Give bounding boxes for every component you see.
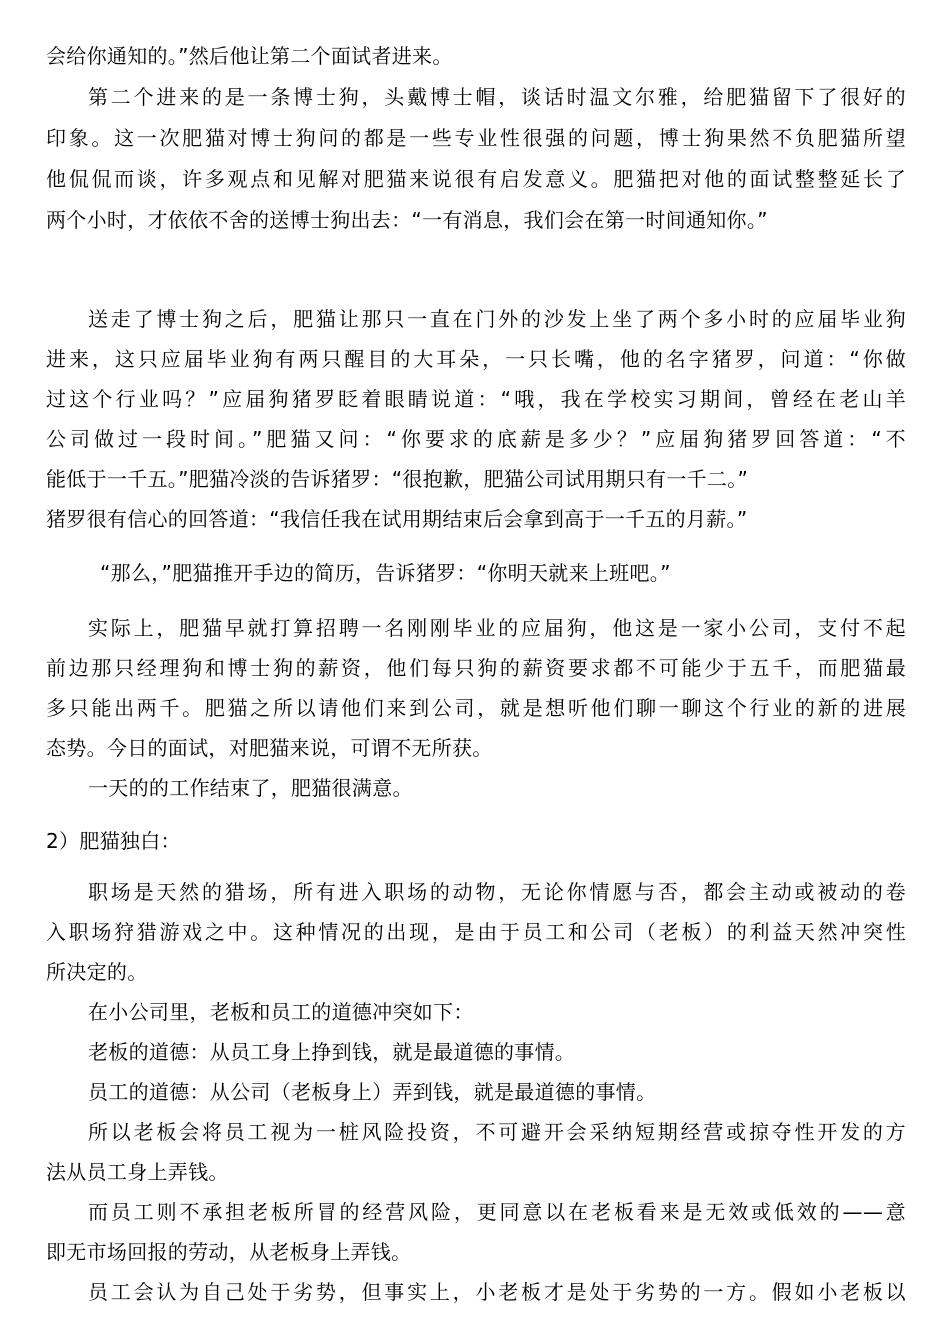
text-line: 在小公司里，老板和员工的道德冲突如下： bbox=[88, 1000, 474, 1024]
text-line: 两个小时，才依依不舍的送博士狗出去：“一有消息，我们会在第一时间通知你。” bbox=[46, 208, 768, 232]
text-line: 第二个进来的是一条博士狗，头戴博士帽，谈话时温文尔雅，给肥猫留下了很好的 bbox=[88, 85, 906, 109]
text-line: 公司做过一段时间。”肥猫又问：“你要求的底薪是多少？”应届狗猪罗回答道：“不 bbox=[46, 427, 906, 451]
section-heading: 2）肥猫独白： bbox=[46, 829, 181, 853]
text-line: 过这个行业吗？”应届狗猪罗眨着眼睛说道：“哦，我在学校实习期间，曾经在老山羊 bbox=[46, 387, 906, 411]
text-line: “那么，”肥猫推开手边的简历，告诉猪罗：“你明天就来上班吧。” bbox=[100, 561, 671, 585]
text-line: 入职场狩猎游戏之中。这种情况的出现，是由于员工和公司（老板）的利益天然冲突性 bbox=[46, 920, 906, 944]
text-line: 老板的道德：从员工身上挣到钱，就是最道德的事情。 bbox=[88, 1040, 576, 1064]
text-line: 职场是天然的猎场，所有进入职场的动物，无论你情愿与否，都会主动或被动的卷 bbox=[88, 880, 906, 904]
text-line: 前边那只经理狗和博士狗的薪资，他们每只狗的薪资要求都不可能少于五千，而肥猫最 bbox=[46, 656, 906, 680]
text-line: 印象。这一次肥猫对博士狗问的都是一些专业性很强的问题，博士狗果然不负肥猫所望 bbox=[46, 126, 906, 150]
text-line: 员工会认为自己处于劣势，但事实上，小老板才是处于劣势的一方。假如小老板以 bbox=[88, 1280, 906, 1304]
text-line: 实际上，肥猫早就打算招聘一名刚刚毕业的应届狗，他这是一家小公司，支付不起 bbox=[88, 616, 906, 640]
text-line: 法从员工身上弄钱。 bbox=[46, 1160, 229, 1184]
text-line: 员工的道德：从公司（老板身上）弄到钱，就是最道德的事情。 bbox=[88, 1080, 657, 1104]
text-line: 即无市场回报的劳动，从老板身上弄钱。 bbox=[46, 1240, 412, 1264]
text-line: 进来，这只应届毕业狗有两只醒目的大耳朵，一只长嘴，他的名字猪罗，问道：“你做 bbox=[46, 347, 906, 371]
text-line: 会给你通知的。”然后他让第二个面试者进来。 bbox=[46, 44, 453, 68]
text-line: 多只能出两千。肥猫之所以请他们来到公司，就是想听他们聊一聊这个行业的新的进展 bbox=[46, 696, 906, 720]
text-line: 他侃侃而谈，许多观点和见解对肥猫来说很有启发意义。肥猫把对他的面试整整延长了 bbox=[46, 167, 906, 191]
text-line: 一天的的工作结束了，肥猫很满意。 bbox=[88, 776, 413, 800]
text-line: 所以老板会将员工视为一桩风险投资，不可避开会采纳短期经营或掠夺性开发的方 bbox=[88, 1120, 906, 1144]
text-line: 态势。今日的面试，对肥猫来说，可谓不无所获。 bbox=[46, 736, 493, 760]
text-line: 所决定的。 bbox=[46, 960, 148, 984]
text-line: 而员工则不承担老板所冒的经营风险，更同意以在老板看来是无效或低效的——意 bbox=[88, 1200, 906, 1224]
text-line: 猪罗很有信心的回答道：“我信任我在试用期结束后会拿到高于一千五的月薪。” bbox=[46, 507, 748, 531]
text-line: 能低于一千五。”肥猫冷淡的告诉猪罗：“很抱歉，肥猫公司试用期只有一千二。” bbox=[46, 467, 749, 491]
text-line: 送走了博士狗之后，肥猫让那只一直在门外的沙发上坐了两个多小时的应届毕业狗 bbox=[88, 307, 906, 331]
